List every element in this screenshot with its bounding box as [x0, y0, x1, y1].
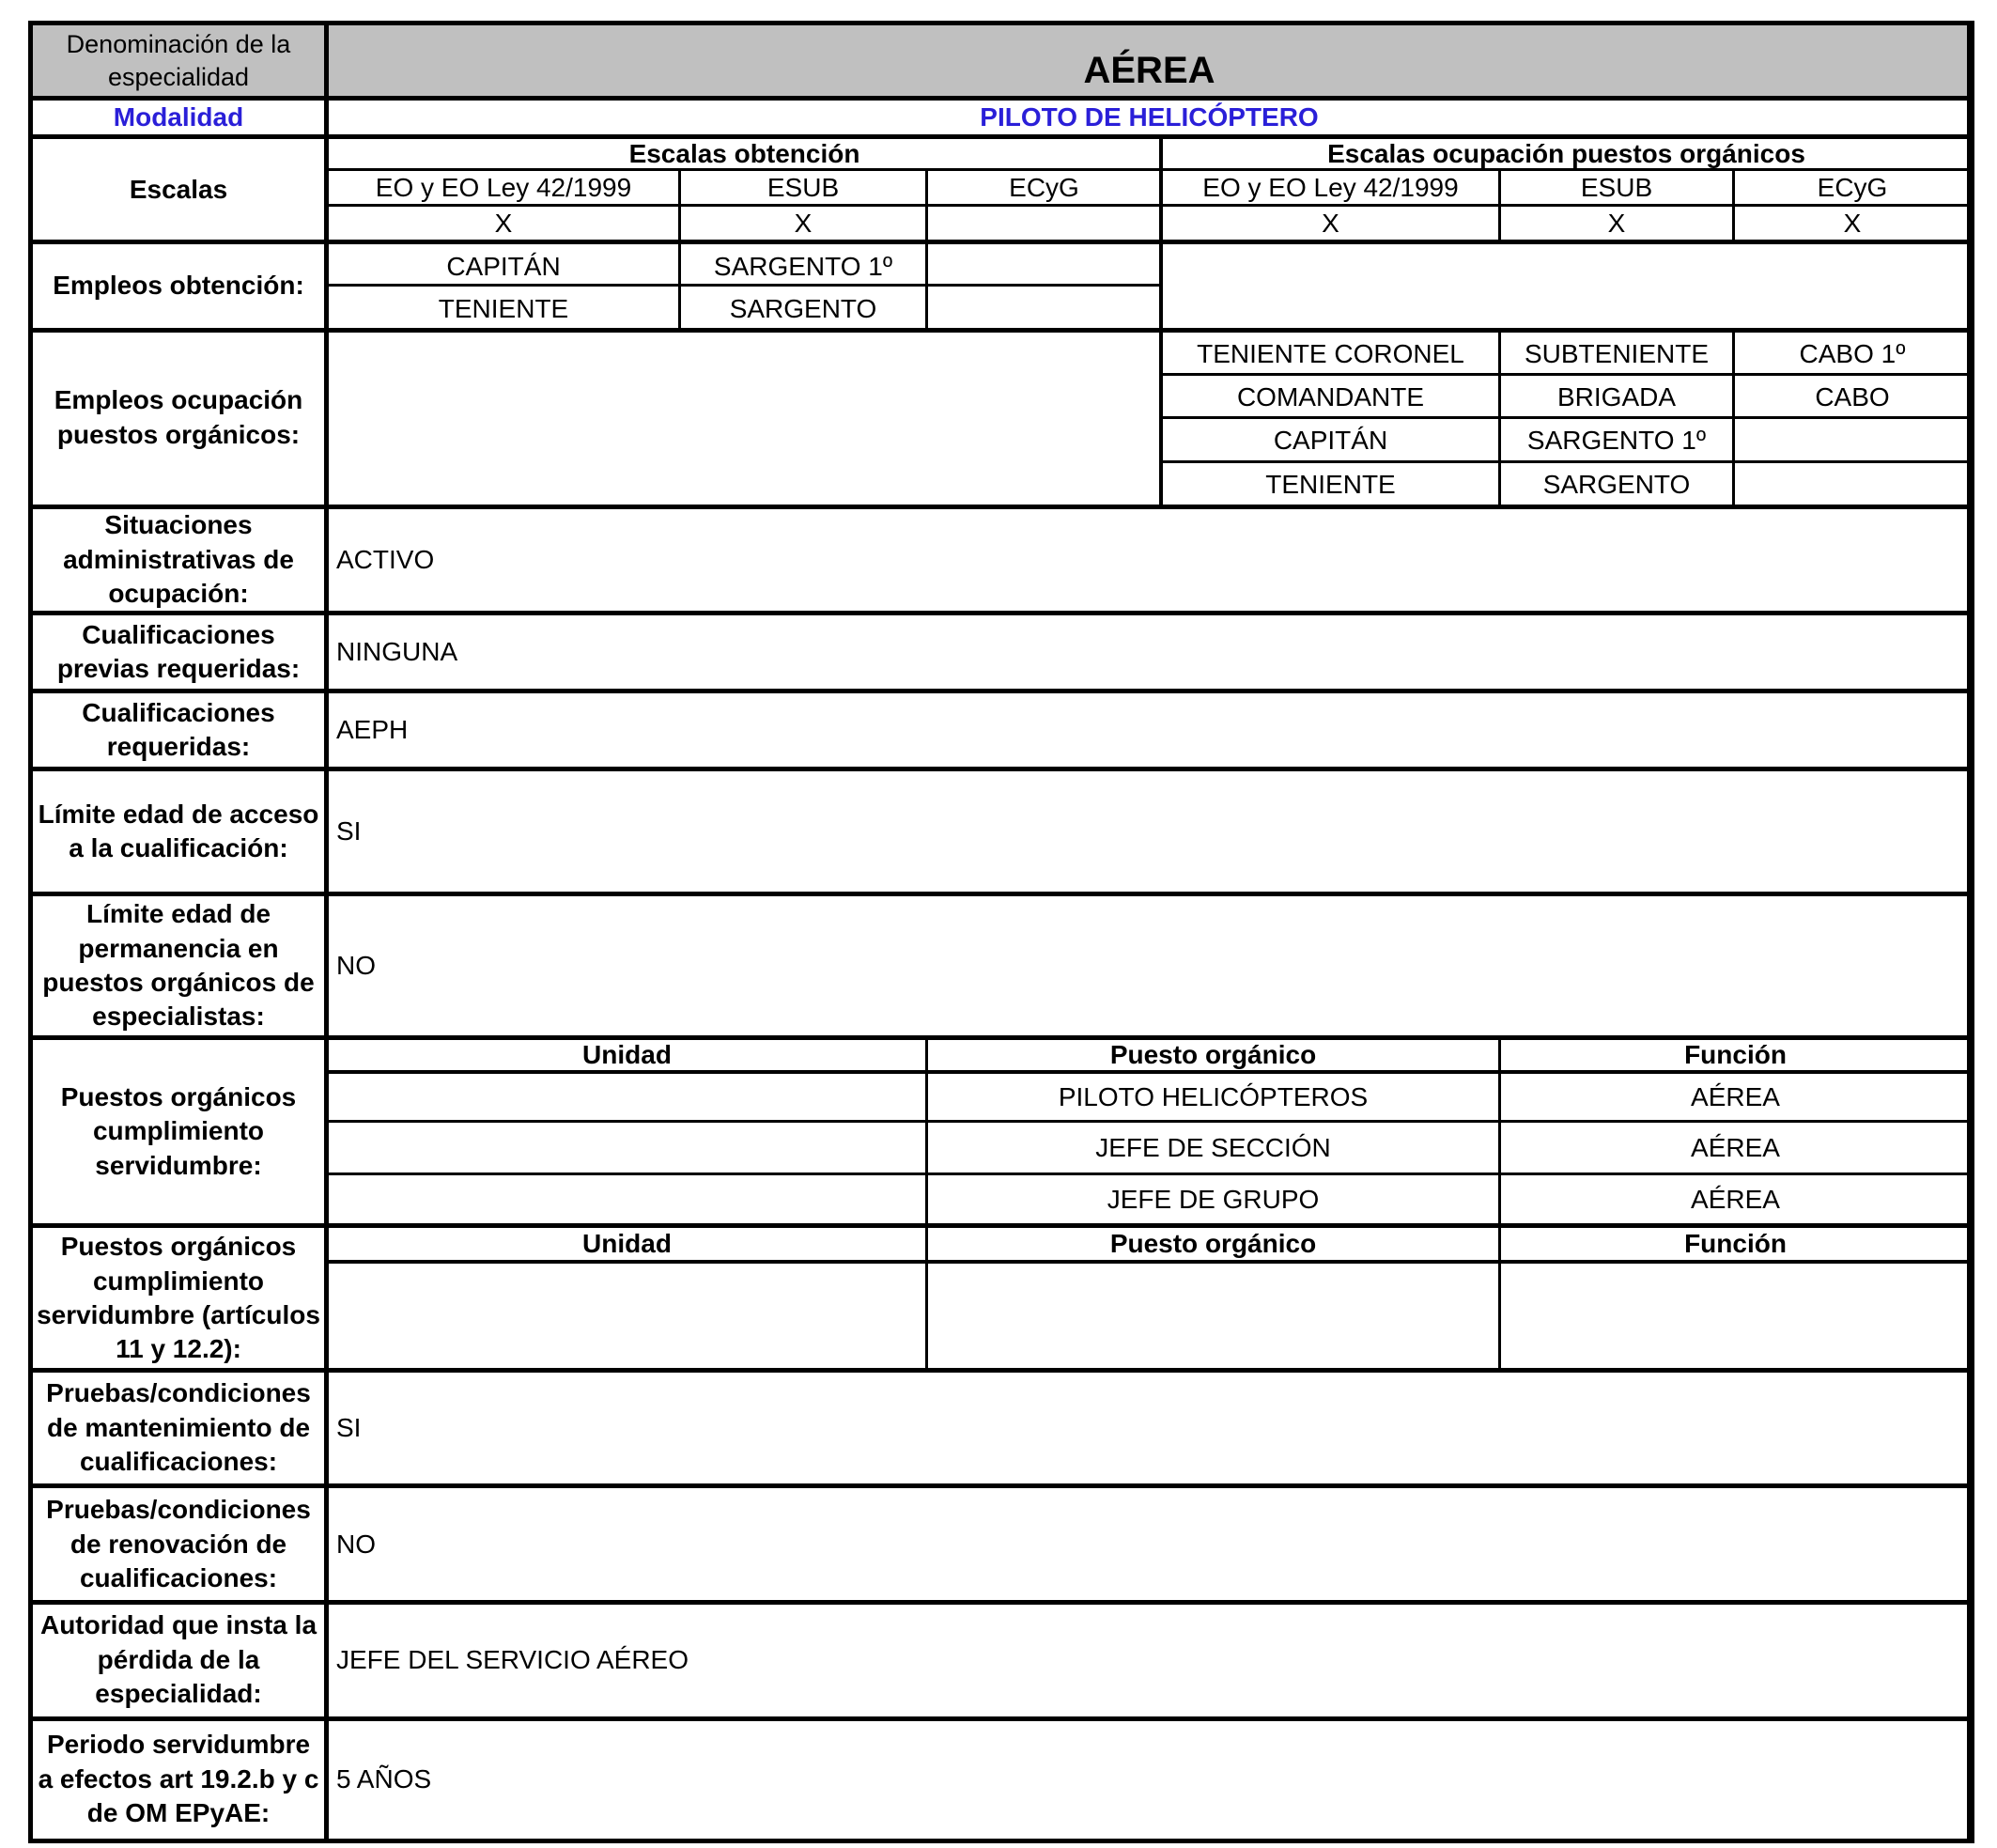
empleo-text: SARGENTO — [729, 293, 877, 323]
grid-line — [1498, 1040, 1501, 1223]
escala-mark-text: X — [1607, 208, 1626, 238]
grid-line — [28, 505, 1974, 509]
grid-line — [329, 1260, 1970, 1264]
grid-line — [925, 244, 928, 328]
empleos-obtencion-label: Empleos obtención: — [53, 271, 304, 301]
cell-text: AÉREA — [1691, 1184, 1780, 1214]
grid-line — [925, 1040, 928, 1223]
modalidad-label: Modalidad — [113, 101, 244, 132]
grid-line — [678, 171, 681, 240]
cualif-previas-value: NINGUNA — [336, 636, 458, 666]
limite-permanencia-label: Límite edad de permanencia en puestos orgánicos de especialistas: — [42, 899, 315, 1032]
periodo-value: 5 AÑOS — [336, 1763, 432, 1794]
grid-line — [925, 1228, 928, 1368]
escala-column-label: ECyG — [1817, 172, 1888, 202]
empleo-text: TENIENTE — [1265, 469, 1396, 499]
grid-line — [1163, 373, 1970, 376]
situaciones-label: Situaciones administrativas de ocupación: — [63, 510, 294, 609]
empleo-text: TENIENTE — [438, 293, 569, 323]
grid-line — [1498, 171, 1501, 240]
escala-column-label: ESUB — [1580, 172, 1653, 202]
empleo-text: CAPITÁN — [1273, 425, 1388, 455]
grid-line — [678, 244, 681, 328]
column-header-label: Puesto orgánico — [1109, 1039, 1317, 1069]
cell-text: AÉREA — [1691, 1132, 1780, 1162]
grid-line — [28, 240, 1974, 244]
escala-column-label: EO y EO Ley 42/1999 — [1202, 172, 1459, 202]
table-outer-border — [28, 21, 1974, 1843]
grid-line — [329, 204, 1970, 207]
column-header-label: Unidad — [582, 1228, 672, 1258]
grid-line — [28, 611, 1974, 615]
grid-line — [28, 1600, 1974, 1605]
empleo-text: CABO — [1815, 381, 1890, 412]
pruebas-mantenimiento-label: Pruebas/condiciones de mantenimiento de cualificaciones: — [46, 1378, 311, 1477]
grid-line — [28, 1035, 1974, 1040]
cualif-requeridas-label: Cualificaciones requeridas: — [82, 697, 275, 761]
limite-acceso-label: Límite edad de acceso a la cualificación: — [38, 799, 319, 862]
cualif-previas-label: Cualificaciones previas requeridas: — [56, 619, 301, 683]
pruebas-mantenimiento-value: SI — [336, 1412, 362, 1442]
escalas-label: Escalas — [129, 174, 228, 204]
grid-line — [1967, 21, 1970, 1843]
grid-line — [925, 171, 928, 240]
grid-line — [1163, 416, 1970, 419]
grid-line — [1159, 139, 1163, 240]
pruebas-renovacion-label: Pruebas/condiciones de renovación de cualificaciones: — [46, 1495, 311, 1593]
escala-column-label: ESUB — [766, 172, 840, 202]
puestos-articulos-label: Puestos orgánicos cumplimiento servidumbre (artículos 11 y 12.2): — [37, 1232, 320, 1364]
cualif-requeridas-value: AEPH — [336, 714, 409, 744]
empleo-text: TENIENTE CORONEL — [1197, 338, 1464, 368]
grid-line — [329, 168, 1970, 171]
empleo-text: SARGENTO 1º — [713, 251, 893, 281]
empleos-ocupacion-label: Empleos ocupación puestos orgánicos: — [54, 385, 303, 449]
grid-line — [1163, 460, 1970, 463]
escala-column-label: ECyG — [1009, 172, 1079, 202]
grid-line — [329, 284, 1160, 287]
column-header-label: Función — [1684, 1228, 1787, 1258]
grid-line — [28, 96, 1974, 101]
empleo-text: CAPITÁN — [446, 251, 561, 281]
cell-text: PILOTO HELICÓPTEROS — [1058, 1081, 1369, 1111]
escala-mark-text: X — [494, 208, 513, 238]
grid-line — [28, 767, 1974, 771]
escalas-obtencion-header-text: Escalas obtención — [628, 138, 860, 168]
empleo-text: SARGENTO — [1542, 469, 1691, 499]
grid-line — [28, 1223, 1974, 1228]
autoridad-label: Autoridad que insta la pérdida de la especialidad: — [39, 1610, 317, 1709]
escala-mark-text: X — [1322, 208, 1339, 238]
empleo-text: CABO 1º — [1799, 338, 1906, 368]
escala-column-label: EO y EO Ley 42/1999 — [375, 172, 632, 202]
modalidad-value: PILOTO DE HELICÓPTERO — [980, 101, 1319, 132]
puestos-servidumbre-label: Puestos orgánicos cumplimiento servidumbre: — [60, 1081, 297, 1180]
escalas-ocupacion-header-text: Escalas ocupación puestos orgánicos — [1327, 138, 1805, 168]
grid-line — [329, 1172, 1970, 1175]
empleo-text: SUBTENIENTE — [1524, 338, 1710, 368]
grid-line — [28, 689, 1974, 693]
grid-line — [28, 892, 1974, 896]
empleo-text: BRIGADA — [1556, 381, 1677, 412]
empleo-text: COMANDANTE — [1236, 381, 1425, 412]
grid-line — [1732, 171, 1735, 240]
periodo-label: Periodo servidumbre a efectos art 19.2.b y c de OM EPyAE: — [38, 1730, 319, 1828]
limite-acceso-value: SI — [336, 815, 362, 846]
pruebas-renovacion-value: NO — [336, 1529, 376, 1559]
grid-line — [28, 1368, 1974, 1373]
column-header-label: Unidad — [582, 1039, 672, 1069]
grid-line — [1498, 1228, 1501, 1368]
grid-line — [28, 1483, 1974, 1488]
empleo-text: SARGENTO 1º — [1526, 425, 1707, 455]
grid-line — [1159, 244, 1163, 328]
situaciones-value: ACTIVO — [336, 544, 435, 574]
cell-text: AÉREA — [1691, 1081, 1780, 1111]
denominacion-label: Denominación de la especialidad — [66, 29, 291, 91]
column-header-label: Puesto orgánico — [1109, 1228, 1317, 1258]
grid-line — [324, 21, 329, 1843]
escala-mark-text: X — [794, 208, 813, 238]
grid-line — [28, 328, 1974, 333]
limite-permanencia-value: NO — [336, 950, 376, 980]
autoridad-value: JEFE DEL SERVICIO AÉREO — [336, 1644, 689, 1674]
cell-text: JEFE DE GRUPO — [1107, 1184, 1320, 1214]
specialty-title: AÉREA — [1083, 50, 1215, 91]
column-header-label: Función — [1684, 1039, 1787, 1069]
grid-line — [329, 1120, 1970, 1123]
grid-line — [28, 1716, 1974, 1721]
cell-text: JEFE DE SECCIÓN — [1095, 1132, 1331, 1162]
grid-line — [329, 1070, 1970, 1074]
grid-line — [28, 134, 1974, 139]
escala-mark-text: X — [1843, 208, 1862, 238]
